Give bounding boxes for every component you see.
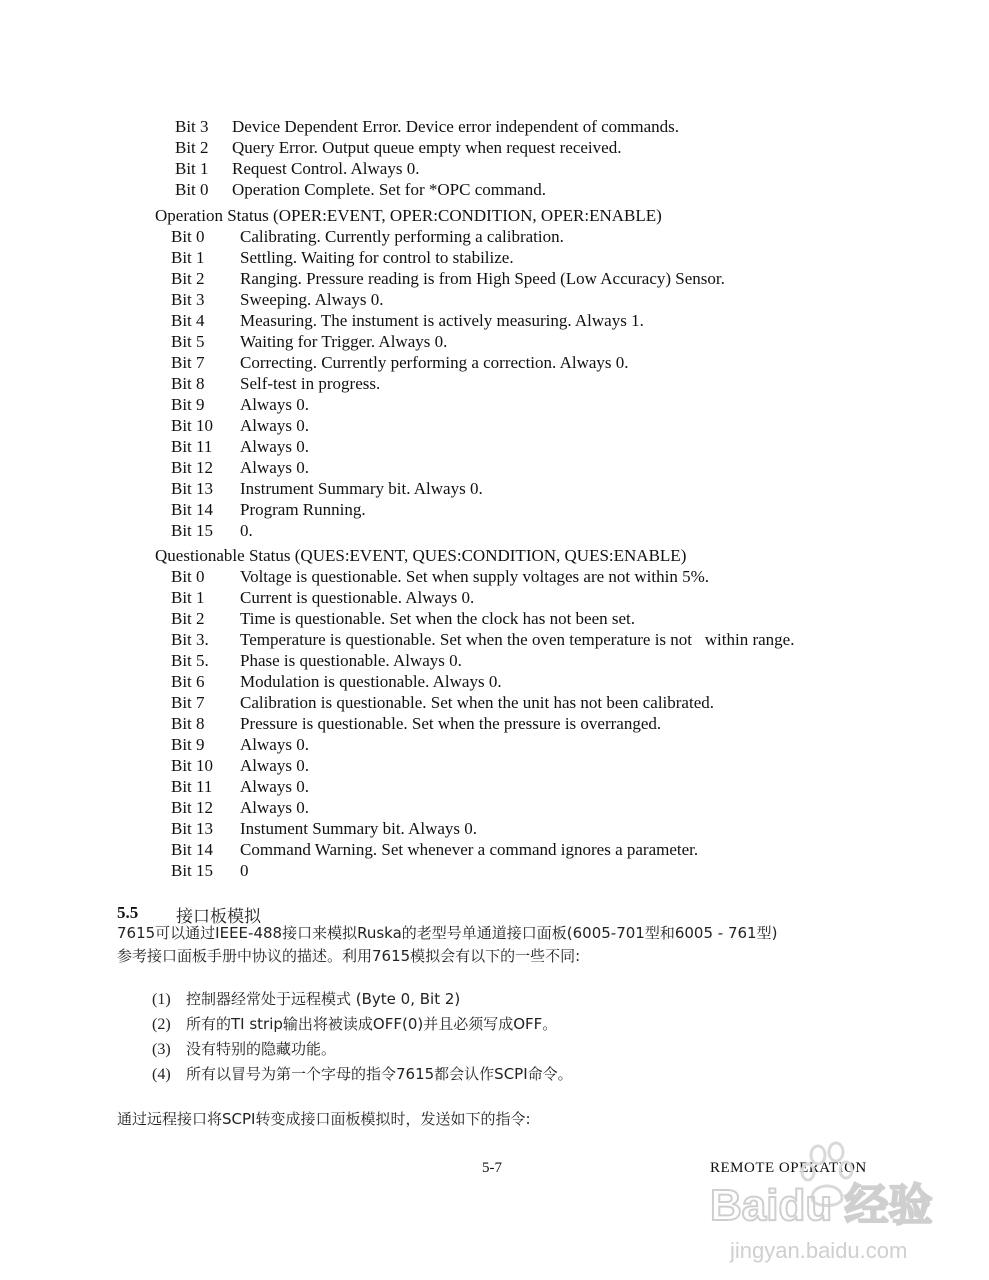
list-item bbox=[171, 630, 795, 650]
list-number: (1) bbox=[152, 991, 171, 1008]
bit-label: Bit 1 bbox=[171, 248, 205, 267]
bit-description: Calibration is questionable. Set when the unit has not been calibrated. bbox=[240, 693, 714, 712]
list-item bbox=[171, 269, 725, 289]
bit-description: Sweeping. Always 0. bbox=[240, 290, 384, 309]
list-item bbox=[175, 180, 546, 200]
bit-description: Always 0. bbox=[240, 777, 309, 796]
list-item bbox=[171, 437, 309, 457]
list-item bbox=[175, 138, 622, 158]
bit-description: Self-test in progress. bbox=[240, 374, 381, 393]
bit-description: Query Error. Output queue empty when request received. bbox=[232, 138, 622, 157]
bit-label: Bit 1 bbox=[175, 159, 209, 178]
section-number: 5.5 bbox=[117, 903, 139, 922]
list-item bbox=[171, 248, 514, 268]
list-item bbox=[171, 290, 384, 310]
list-item bbox=[171, 332, 448, 352]
bit-description: Ranging. Pressure reading is from High Speed (Low Accuracy) Sensor. bbox=[240, 269, 725, 288]
bit-description: Current is questionable. Always 0. bbox=[240, 588, 475, 607]
bit-label: Bit 0 bbox=[171, 567, 205, 586]
list-item bbox=[171, 500, 366, 520]
bit-description: Always 0. bbox=[240, 437, 309, 456]
list-item bbox=[152, 988, 460, 1011]
bit-label: Bit 13 bbox=[171, 479, 214, 498]
bit-label: Bit 7 bbox=[171, 353, 205, 372]
bit-label: Bit 3 bbox=[171, 290, 205, 309]
bit-label: Bit 5 bbox=[171, 332, 205, 351]
list-item bbox=[152, 1013, 557, 1036]
watermark-url: jingyan.baidu.com bbox=[730, 1238, 908, 1263]
bit-description: Always 0. bbox=[240, 735, 309, 754]
bit-label: Bit 0 bbox=[175, 180, 209, 199]
list-item bbox=[171, 693, 714, 713]
bit-description: Always 0. bbox=[240, 395, 309, 414]
bit-label: Bit 9 bbox=[171, 735, 205, 754]
list-item bbox=[171, 861, 249, 881]
bit-label: Bit 4 bbox=[171, 311, 205, 330]
list-text: 所有的TI strip输出将被读成OFF(0)并且必须写成OFF。 bbox=[186, 1015, 558, 1033]
list-item bbox=[171, 672, 502, 692]
bit-description: Instrument Summary bit. Always 0. bbox=[240, 479, 483, 498]
bit-label: Bit 8 bbox=[171, 374, 205, 393]
bit-description: Request Control. Always 0. bbox=[232, 159, 420, 178]
bit-label: Bit 15 bbox=[171, 861, 214, 880]
bit-label: Bit 2 bbox=[171, 269, 205, 288]
list-item bbox=[171, 521, 253, 541]
list-item bbox=[171, 651, 462, 671]
bit-description: Measuring. The instument is actively measuring. Always 1. bbox=[240, 311, 644, 330]
list-item bbox=[171, 374, 381, 394]
bit-label: Bit 14 bbox=[171, 840, 214, 859]
bit-label: Bit 12 bbox=[171, 458, 214, 477]
list-item bbox=[171, 609, 636, 629]
bit-label: Bit 10 bbox=[171, 756, 214, 775]
bit-description: Temperature is questionable. Set when the oven temperature is not within range. bbox=[240, 630, 795, 649]
bit-description: Phase is questionable. Always 0. bbox=[240, 651, 462, 670]
bit-description: Pressure is questionable. Set when the pressure is overranged. bbox=[240, 714, 662, 733]
bit-label: Bit 13 bbox=[171, 819, 214, 838]
list-item bbox=[171, 798, 309, 818]
list-item bbox=[175, 159, 420, 179]
list-item bbox=[171, 777, 309, 797]
list-number: (3) bbox=[152, 1041, 171, 1058]
list-item bbox=[152, 1038, 336, 1061]
bit-label: Bit 2 bbox=[175, 138, 209, 157]
bit-description: Settling. Waiting for control to stabilize. bbox=[240, 248, 514, 267]
list-item bbox=[171, 840, 699, 860]
list-item bbox=[171, 819, 478, 839]
bit-description: Always 0. bbox=[240, 756, 309, 775]
bit-description: Correcting. Currently performing a correction. Always 0. bbox=[240, 353, 629, 372]
bit-label: Bit 15 bbox=[171, 521, 214, 540]
section-title: 接口板模拟 bbox=[176, 907, 261, 927]
watermark-brand: Baidu 经验 bbox=[710, 1181, 933, 1230]
bit-description: Device Dependent Error. Device error independent of commands. bbox=[232, 117, 680, 136]
list-item bbox=[171, 227, 564, 247]
list-item bbox=[171, 395, 309, 415]
bit-label: Bit 9 bbox=[171, 395, 205, 414]
list-item bbox=[171, 567, 710, 587]
list-item bbox=[171, 311, 644, 331]
bit-description: Instument Summary bit. Always 0. bbox=[240, 819, 478, 838]
bit-description: Time is questionable. Set when the clock has not been set. bbox=[240, 609, 636, 628]
list-text: 没有特别的隐藏功能。 bbox=[186, 1040, 337, 1058]
bit-label: Bit 6 bbox=[171, 672, 205, 691]
list-item bbox=[171, 735, 309, 755]
list-item bbox=[171, 416, 309, 436]
list-item bbox=[152, 1063, 573, 1086]
bit-description: Always 0. bbox=[240, 798, 309, 817]
bit-label: Bit 14 bbox=[171, 500, 214, 519]
list-item bbox=[171, 714, 662, 734]
list-item bbox=[171, 588, 475, 608]
list-number: (4) bbox=[152, 1066, 171, 1083]
bit-label: Bit 5. bbox=[171, 651, 209, 670]
page-number: 5-7 bbox=[482, 1160, 502, 1176]
bit-description: Program Running. bbox=[240, 500, 366, 519]
bit-label: Bit 10 bbox=[171, 416, 214, 435]
bit-label: Bit 0 bbox=[171, 227, 205, 246]
list-item bbox=[175, 117, 680, 137]
list-text: 控制器经常处于远程模式 (Byte 0, Bit 2) bbox=[186, 990, 461, 1008]
bit-label: Bit 8 bbox=[171, 714, 205, 733]
running-footer: REMOTE OPERATION bbox=[710, 1160, 867, 1176]
list-item bbox=[171, 479, 483, 499]
bit-description: Always 0. bbox=[240, 416, 309, 435]
bit-description: Always 0. bbox=[240, 458, 309, 477]
paragraph-line: 参考接口面板手册中协议的描述。利用7615模拟会有以下的一些不同: bbox=[117, 947, 581, 965]
bit-description: 0. bbox=[240, 521, 253, 540]
bit-label: Bit 11 bbox=[171, 777, 213, 796]
bit-label: Bit 7 bbox=[171, 693, 205, 712]
bit-description: Operation Complete. Set for *OPC command. bbox=[232, 180, 546, 199]
list-number: (2) bbox=[152, 1016, 171, 1033]
bit-label: Bit 3 bbox=[175, 117, 209, 136]
list-item bbox=[171, 458, 309, 478]
bit-label: Bit 2 bbox=[171, 609, 205, 628]
operation-status-heading: Operation Status (OPER:EVENT, OPER:CONDITION, OPER:ENABLE) bbox=[155, 206, 662, 225]
bit-description: Voltage is questionable. Set when supply voltages are not within 5%. bbox=[240, 567, 710, 586]
bit-label: Bit 12 bbox=[171, 798, 214, 817]
bit-label: Bit 1 bbox=[171, 588, 205, 607]
bit-description: Modulation is questionable. Always 0. bbox=[240, 672, 502, 691]
bit-label: Bit 11 bbox=[171, 437, 213, 456]
paragraph-line: 7615可以通过IEEE-488接口来模拟Ruska的老型号单通道接口面板(6005-701型和6005 - 761型) bbox=[117, 924, 778, 942]
list-item bbox=[171, 353, 629, 373]
list-text: 所有以冒号为第一个字母的指令7615都会认作SCPI命令。 bbox=[186, 1065, 573, 1083]
list-item bbox=[171, 756, 309, 776]
baidu-watermark-logo bbox=[700, 1140, 970, 1270]
bit-description: 0 bbox=[240, 861, 249, 880]
bit-label: Bit 3. bbox=[171, 630, 209, 649]
questionable-status-heading: Questionable Status (QUES:EVENT, QUES:CONDITION, QUES:ENABLE) bbox=[155, 546, 687, 565]
bit-description: Waiting for Trigger. Always 0. bbox=[240, 332, 448, 351]
paragraph-line: 通过远程接口将SCPI转变成接口面板模拟时，发送如下的指令: bbox=[117, 1110, 531, 1128]
bit-description: Command Warning. Set whenever a command ignores a parameter. bbox=[240, 840, 699, 859]
bit-description: Calibrating. Currently performing a calibration. bbox=[240, 227, 564, 246]
